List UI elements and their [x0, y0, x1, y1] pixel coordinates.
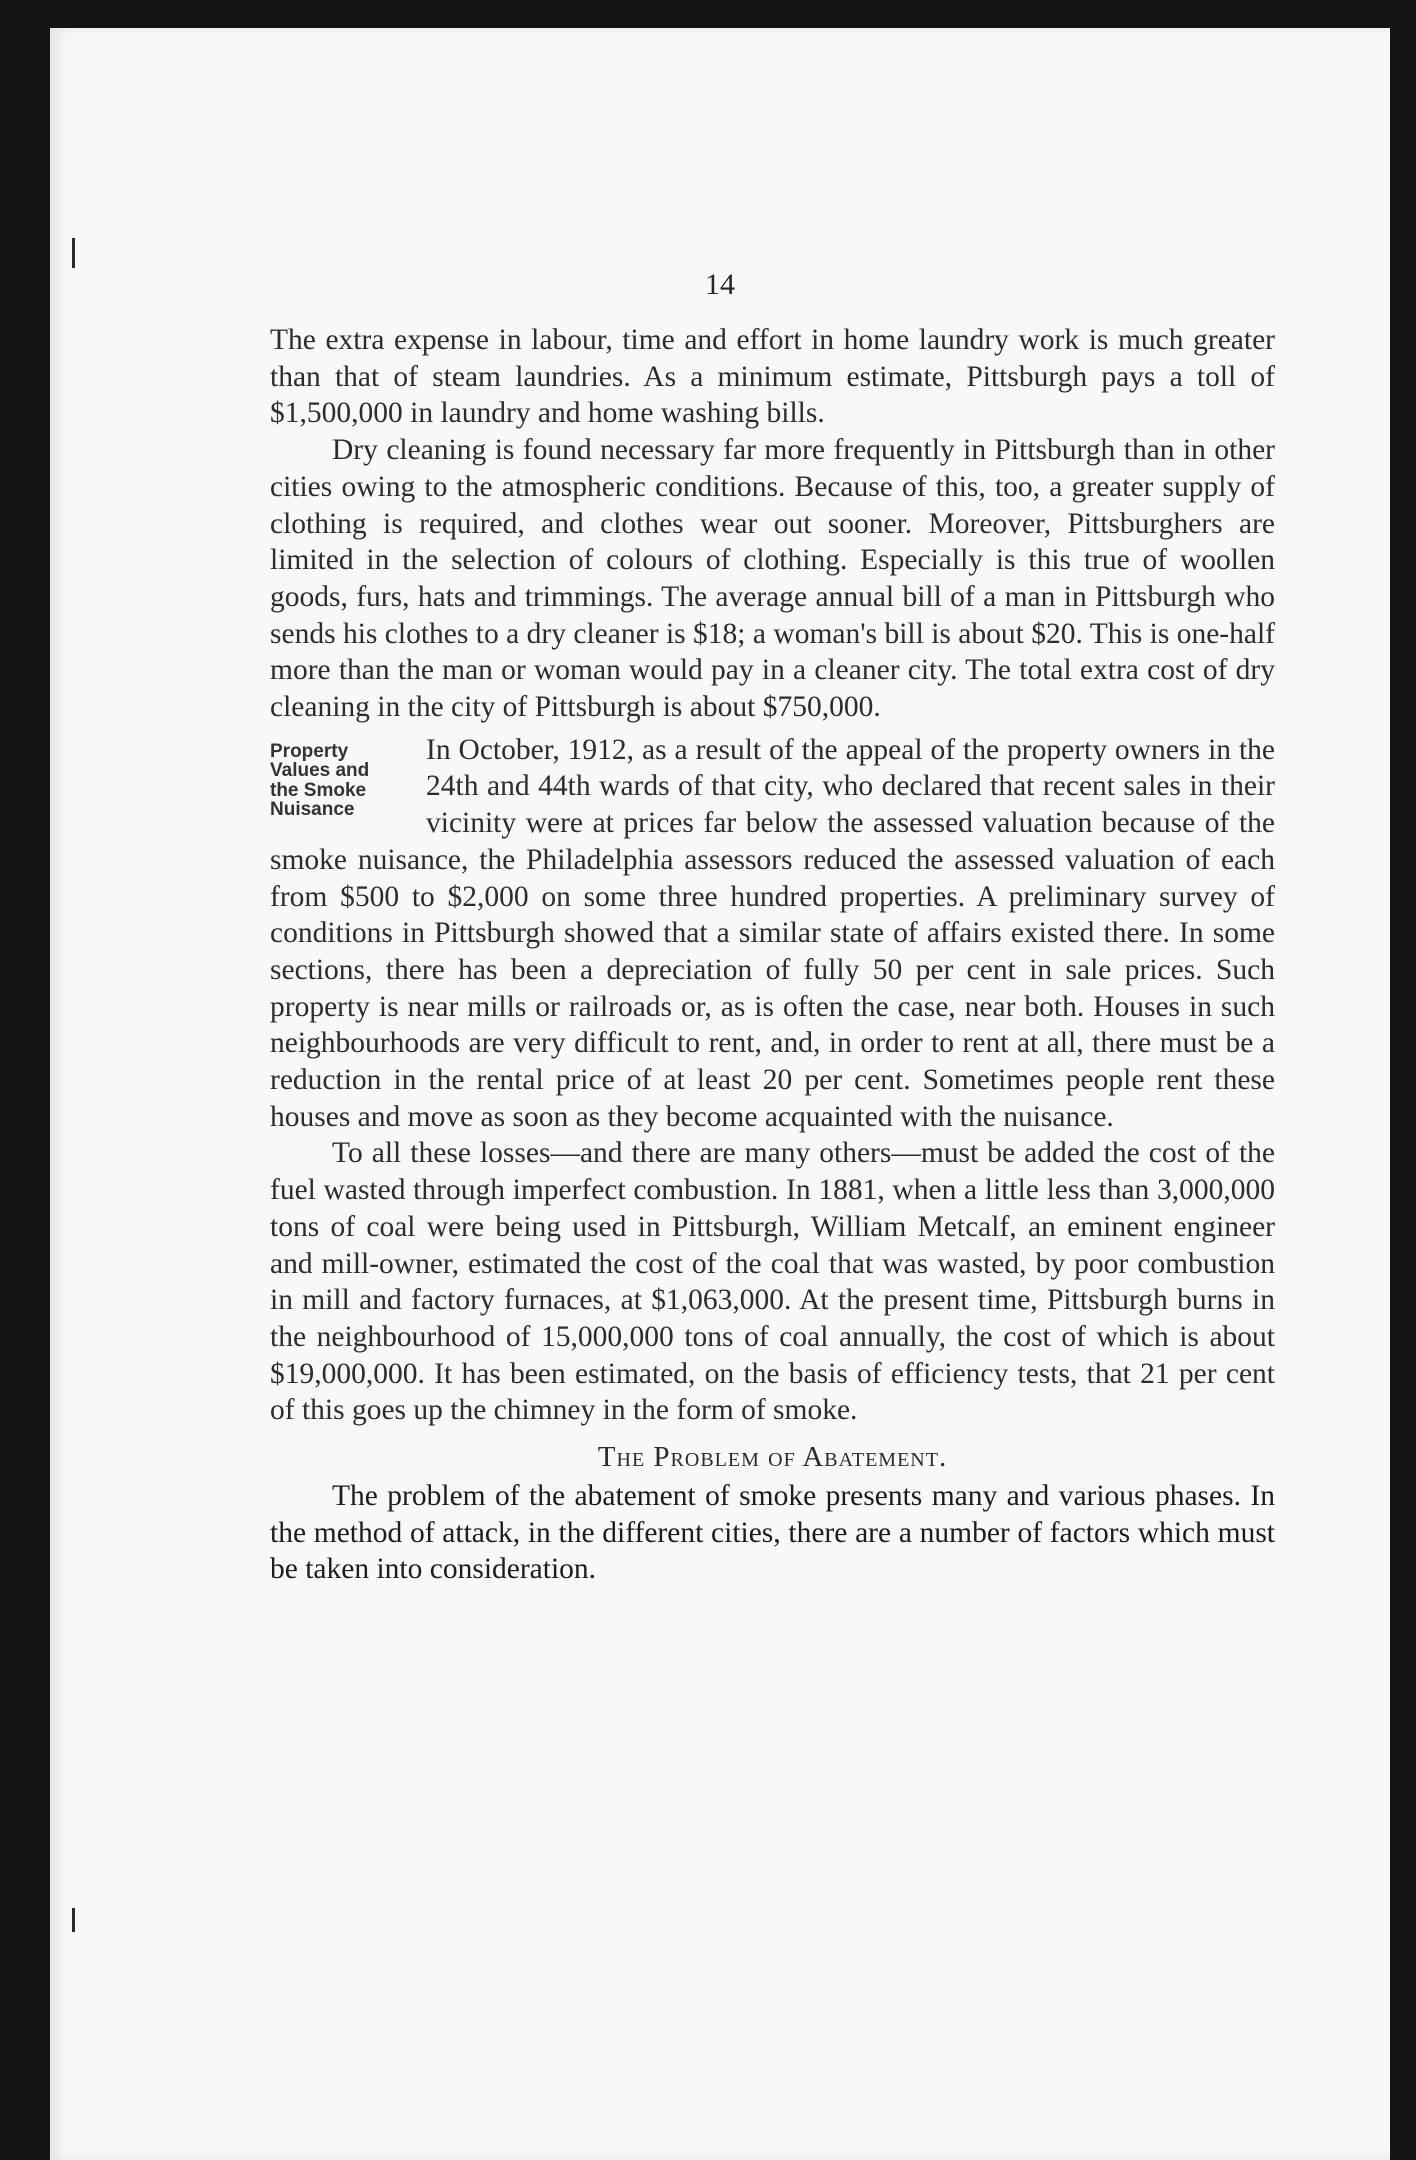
- section-heading: The Problem of Abatement.: [597, 1441, 948, 1474]
- paragraph-abatement: The problem of the abatement of smoke presents many and various phases. In the method of attack, in the different cities, there are a number of factors which must be taken into consideration.: [270, 1479, 1275, 1586]
- body-text: [270, 322, 1275, 1588]
- book-page: [50, 28, 1390, 2160]
- paragraph-property-values: In October, 1912, as a result of the appeal of the property owners in the 24th and 44th wards of that city, who declared that recent sales in their vicinity were at prices far below the assessed valuation because of the smoke nuisance, the Philadelphia assessors reduced the assessed valuation of each from $500 to $2,000 on some three hundred properties. A preliminary survey of conditions in Pittsburgh showed that a similar state of affairs existed there. In some sections, there has been a depreciation of fully 50 per cent in sale prices. Such property is near mills or railroads or, as is often the case, near both. Houses in such neighbourhoods are very difficult to rent, and, in order to rent at all, there must be a reduction in the rental price of at least 20 per cent. Sometimes people rent these houses and move as soon as they become acquainted with the nuisance.: [270, 733, 1275, 1133]
- margin-note: [270, 742, 406, 820]
- margin-note-line: Property: [270, 740, 349, 762]
- page-number: 14: [705, 268, 735, 301]
- margin-note-line: Values and: [270, 760, 370, 782]
- paragraph-fuel-waste: To all these losses—and there are many others—must be added the cost of the fuel wasted through imperfect combustion. In 1881, when a little less than 3,000,000 tons of coal were being used in Pittsburgh, William Metcalf, an eminent engineer and mill-owner, estimated the cost of the coal that was wasted, by poor combustion in mill and factory furnaces, at $1,063,000. At the present time, Pittsburgh burns in the neighbourhood of 15,000,000 tons of coal annually, the cost of which is about $19,000,000. It has been estimated, on the basis of efficiency tests, that 21 per cent of this goes up the chimney in the form of smoke.: [270, 1137, 1275, 1427]
- paragraph-laundry: The extra expense in labour, time and effort in home laundry work is much greater than that of steam laundries. As a minimum estimate, Pittsburgh pays a toll of $1,500,000 in laundry and home washing bills.: [270, 324, 1275, 430]
- spine-mark: [72, 1908, 75, 1932]
- margin-note-line: Nuisance: [270, 799, 355, 821]
- margin-note-line: the Smoke: [270, 779, 367, 801]
- paragraph-dry-cleaning: Dry cleaning is found necessary far more frequently in Pittsburgh than in other cities owing to the atmospheric conditions. Because of this, too, a greater supply of clothing is required, and clothes wear out sooner. Moreover, Pittsburghers are limited in the selection of colours of clothing. Especially is this true of woollen goods, furs, hats and trimmings. The average annual bill of a man in Pittsburgh who sends his clothes to a dry cleaner is $18; a woman's bill is about $20. This is one-half more than the man or woman would pay in a cleaner city. The total extra cost of dry cleaning in the city of Pittsburgh is about $750,000.: [270, 434, 1275, 724]
- paragraph-property-values-block: [270, 732, 1275, 1136]
- spine-mark: [72, 238, 75, 268]
